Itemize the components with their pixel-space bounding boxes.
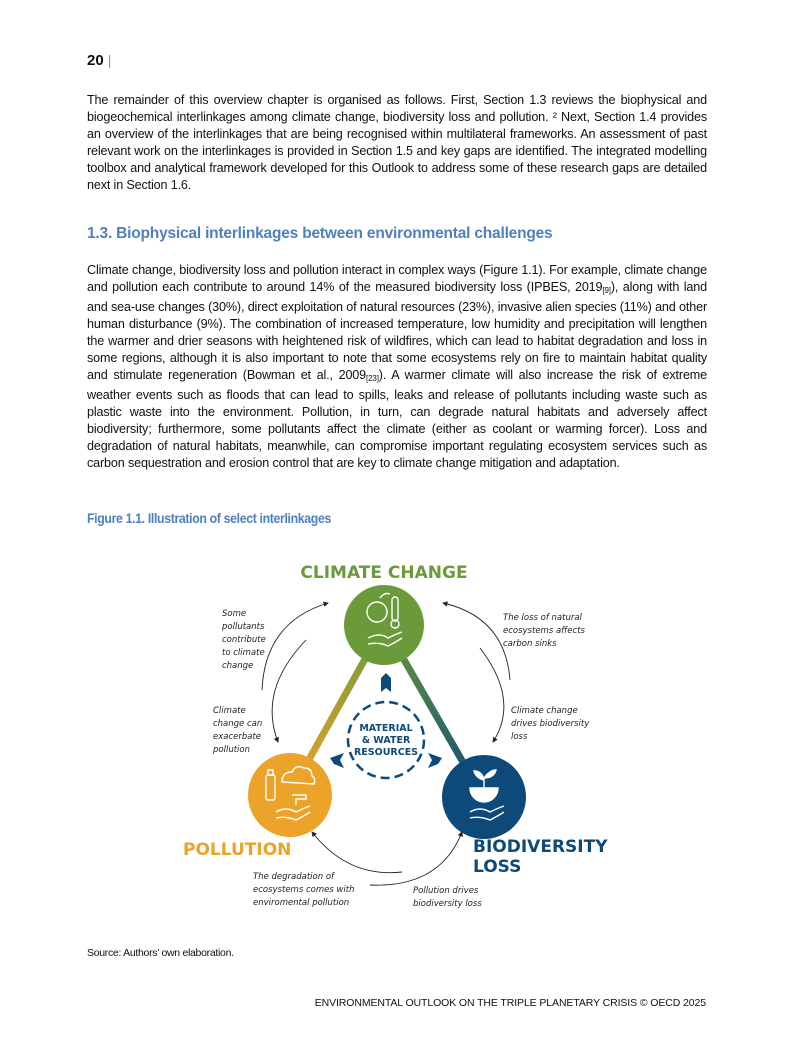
biodiversity-node xyxy=(442,755,526,839)
svg-text:The loss of natural: The loss of natural xyxy=(503,613,582,623)
arrow-biodiversity-to-climate xyxy=(443,603,510,680)
center-label-line3: RESOURCES xyxy=(353,747,419,758)
page-number xyxy=(87,52,111,69)
center-label-line2: & WATER xyxy=(361,735,411,746)
svg-text:Pollution drives: Pollution drives xyxy=(413,886,479,896)
svg-text:ecosystems comes with: ecosystems comes with xyxy=(253,885,355,895)
center-label-line1: MATERIAL xyxy=(359,723,413,734)
page-number-value: 20 xyxy=(87,52,104,69)
note-climate-to-biodiversity xyxy=(511,706,590,742)
arrow-to-pollution-icon xyxy=(330,753,344,768)
note-pollution-to-climate xyxy=(221,609,266,671)
paragraph-text: ), along with land and sea-use changes (30%), direct exploitation of natural resources (23%), invasive alien species (11%) and other human disturbance (9%). The combination of increased temperature, low humidity and precipitation will lengthen the warmer and drier seasons with heightened risk of wildfires, which can lead to habitat degradation and loss in some regions, although it is also important to note that some ecosystems rely on fire to maintain habitat quality and stimulate regeneration (Bowman et al., 2009 xyxy=(87,280,707,382)
biodiversity-label-line1: BIODIVERSITY xyxy=(473,837,608,857)
svg-text:enviromental pollution: enviromental pollution xyxy=(253,898,350,908)
svg-text:loss: loss xyxy=(511,732,528,742)
svg-text:carbon sinks: carbon sinks xyxy=(503,639,557,649)
svg-text:to climate: to climate xyxy=(222,648,265,658)
svg-text:Climate change: Climate change xyxy=(511,706,578,716)
paragraph-text: ). A warmer climate will also increase the risk of extreme weather events such as floods that can lead to spills, leaks and release of pollutants including waste such as plastic waste into the environment. Pollution, in turn, can degrade natural habitats and adversely affect biodiversity; furthermore, some pollutants affect the climate (either as coolant or warming forcer). Loss and degradation of natural habitats, meanwhile, can compromise important regulating ecosystem services such as carbon sequestration and erosion control that are key to climate change mitigation and adaptation. xyxy=(87,368,707,470)
material-water-resources-node xyxy=(348,702,424,778)
pollution-label: POLLUTION xyxy=(183,840,292,860)
arrow-to-biodiversity-icon xyxy=(428,753,442,768)
svg-text:contribute: contribute xyxy=(222,635,266,645)
svg-text:pollutants: pollutants xyxy=(222,622,265,632)
page-number-separator: | xyxy=(107,52,112,68)
svg-text:Some: Some xyxy=(222,609,247,619)
reference-link-bowman[interactable]: [23] xyxy=(366,374,379,383)
reference-link-ipbes[interactable]: [9] xyxy=(602,286,611,295)
pollution-node xyxy=(248,753,332,837)
svg-text:pollution: pollution xyxy=(213,745,250,755)
svg-text:drives biodiversity: drives biodiversity xyxy=(511,719,590,729)
note-biodiversity-to-climate xyxy=(503,613,586,649)
svg-text:exacerbate: exacerbate xyxy=(213,732,262,742)
note-climate-to-pollution xyxy=(212,706,262,755)
arrow-climate-to-biodiversity xyxy=(480,648,504,742)
note-pollution-to-biodiversity xyxy=(413,886,482,909)
interlinkages-diagram xyxy=(170,550,630,920)
arrow-to-climate-icon xyxy=(381,673,391,692)
arrow-pollution-to-biodiversity xyxy=(370,832,462,885)
paragraph-text: Climate change, biodiversity loss and pollution interact in complex ways (Figure 1.1). For example, climate change and pollution each contribute to around 14% of the measured biodiversity loss (IPBES, 2019 xyxy=(87,263,707,294)
arrow-pollution-to-climate xyxy=(262,603,328,690)
figure-title: Figure 1.1. Illustration of select interlinkages xyxy=(87,510,331,526)
figure-source: Source: Authors’ own elaboration. xyxy=(87,947,234,959)
svg-text:Climate: Climate xyxy=(213,706,246,716)
biodiversity-label-line2: LOSS xyxy=(473,857,522,877)
svg-text:The degradation of: The degradation of xyxy=(253,872,335,882)
arrow-climate-to-pollution xyxy=(272,640,306,742)
note-biodiversity-to-pollution xyxy=(253,872,355,908)
climate-change-node xyxy=(344,585,424,665)
svg-text:biodiversity loss: biodiversity loss xyxy=(413,899,482,909)
section-paragraph xyxy=(87,262,707,472)
svg-text:change: change xyxy=(222,661,254,671)
arrow-biodiversity-to-pollution xyxy=(312,832,402,873)
section-heading: 1.3. Biophysical interlinkages between environmental challenges xyxy=(87,225,553,242)
svg-text:ecosystems affects: ecosystems affects xyxy=(503,626,585,636)
climate-change-label: CLIMATE CHANGE xyxy=(300,563,468,583)
intro-paragraph: The remainder of this overview chapter is organised as follows. First, Section 1.3 reviews the biophysical and biogeochemical interlinkages among climate change, biodiversity loss and pollution. ² Next, Section 1.4 provides an overview of the interlinkages that are being recognised within multilateral frameworks. An assessment of past relevant work on the interlinkages is provided in Section 1.5 and key gaps are identified. The integrated modelling toolbox and analytical framework developed for this Outlook to address some of these research gaps are detailed next in Section 1.6. xyxy=(87,93,707,192)
page-footer: ENVIRONMENTAL OUTLOOK ON THE TRIPLE PLANETARY CRISIS © OECD 2025 xyxy=(314,997,706,1009)
svg-text:change can: change can xyxy=(213,719,263,729)
